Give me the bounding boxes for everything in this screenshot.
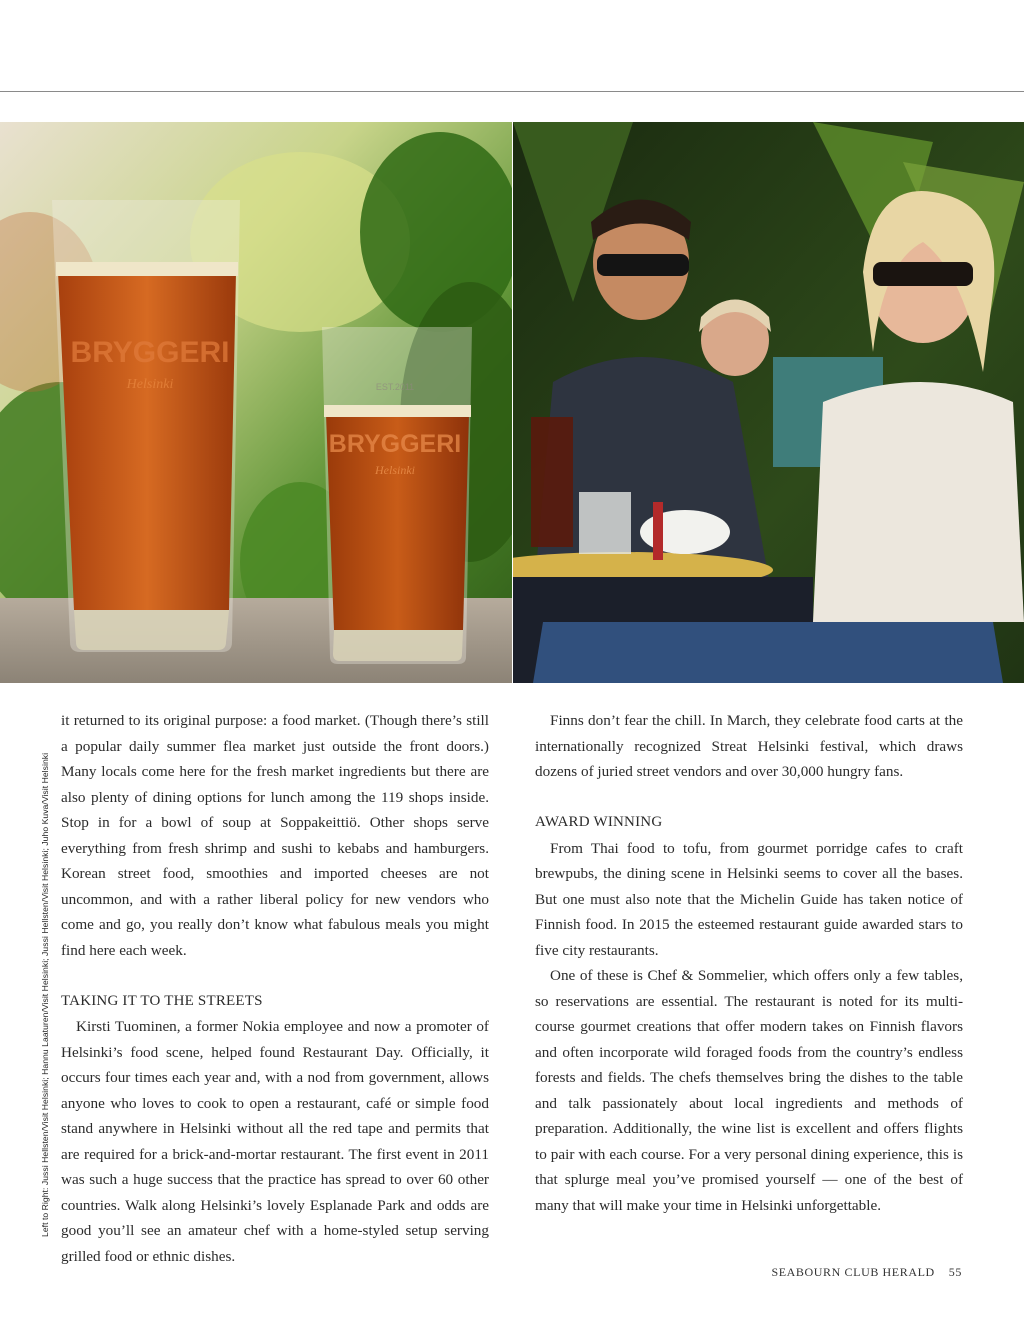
- top-rule: [0, 91, 1024, 92]
- right-column: [535, 708, 963, 1218]
- cafe-couple-photo: [513, 122, 1024, 683]
- small-glass-brand: BRYGGERI: [328, 430, 462, 458]
- right-paragraph-3: One of these is Chef & Sommelier, which offers only a few tables, so reservations are essential. The restaurant is noted for its multi-course gourmet creations that offer modern takes on Finnish flavors and often incorporate wild foraged foods from the country’s endless forests and fields. The chefs themselves bring the dishes to the table and talk passionately about local ingredients and methods of preparation. Additionally, the wine list is excellent and offers flights to pair with each course. For a very personal dining experience, this is that splurge meal you’ve promised yourself — one of the best of many that will make your time in Helsinki unforgettable.: [535, 967, 963, 1214]
- beer-glasses-photo: [0, 122, 512, 683]
- magazine-name: SEABOURN CLUB HERALD: [771, 1265, 935, 1279]
- photo-credit: Left to Right: Jussi Hellsten/Visit Helsinki; Hannu Laaturen/Visit Helsinki; Jussi Hellsten/Visit Helsinki; Juho Kuva/Visit Helsinki: [40, 752, 50, 1237]
- page-footer: [771, 1265, 962, 1280]
- section-heading-streets: TAKING IT TO THE STREETS: [61, 992, 263, 1009]
- big-glass-city: Helsinki: [126, 377, 174, 392]
- left-column: [61, 708, 489, 1269]
- small-glass-city: Helsinki: [375, 463, 415, 477]
- left-paragraph-2: Kirsti Tuominen, a former Nokia employee and now a promoter of Helsinki’s food scene, helped found Restaurant Day. Officially, it occurs four times each year and, with a nod from government, allows anyone who loves to cook to open a restaurant, café or simple food stand anywhere in Helsinki without all the red tape and permits that are required for a brick-and-mortar restaurant. The first event in 2011 was such a huge success that the practice has spread to over 60 other countries. Walk along Helsinki’s lovely Esplanade Park and odds are good you’ll see an amateur chef with a home-styled setup serving grilled food or ethnic dishes.: [61, 1018, 489, 1265]
- big-glass-brand: BRYGGERI: [70, 336, 230, 369]
- section-heading-award: AWARD WINNING: [535, 814, 663, 830]
- small-glass-mark: EST.2011: [375, 382, 415, 392]
- page-number: 55: [948, 1265, 962, 1279]
- left-paragraph-1: it returned to its original purpose: a food market. (Though there’s still a popular daily summer flea market just outside the front doors.) Many locals come here for the fresh market ingredients but there are also plenty of dining options for lunch among the 119 shops inside. Stop in for a bowl of soup at Soppakeittiö. Other shops serve everything from fresh shrimp and sushi to kebabs and hamburgers. Korean street food, smoothies and imported cheeses are not uncommon, and with a rather liberal policy for new vendors who come and go, you really don’t know what fabulous meals you might find here each week.: [61, 712, 489, 959]
- right-paragraph-1: Finns don’t fear the chill. In March, they celebrate food carts at the internationally recognized Streat Helsinki festival, which draws dozens of juried street vendors and over 30,000 hungry fans.: [535, 712, 963, 780]
- right-paragraph-2: From Thai food to tofu, from gourmet porridge cafes to craft brewpubs, the dining scene in Helsinki seems to cover all the bases. But one must also note that the Michelin Guide has taken notice of Finnish food. In 2015 the esteemed restaurant guide awarded stars to five city restaurants.: [535, 839, 963, 959]
